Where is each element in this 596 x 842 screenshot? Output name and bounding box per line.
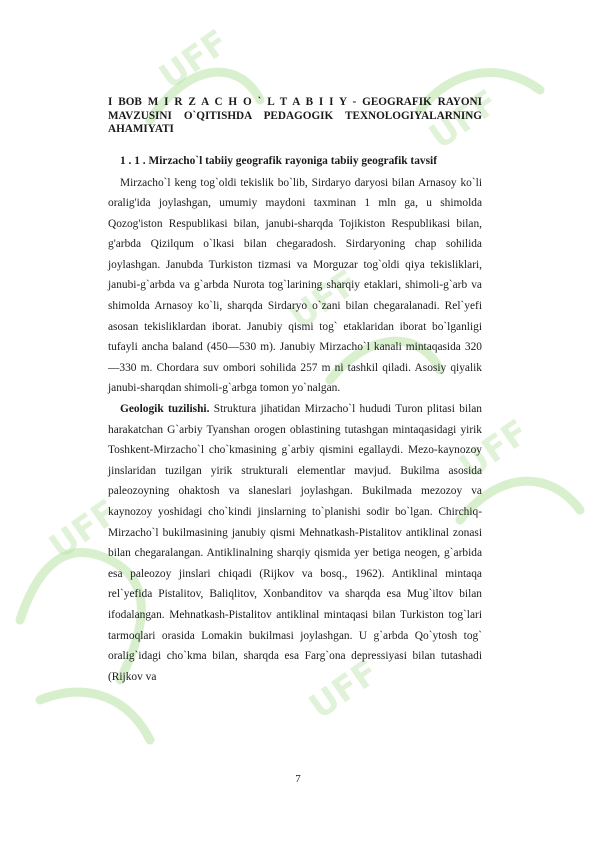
geology-heading: Geologik tuzilishi.	[120, 403, 210, 416]
svg-text:UFF: UFF	[152, 22, 236, 98]
chapter-title: I BOB M I R Z A C H O ` L T A B I I Y - GEOGRAFIK RAYONI MAVZUSINI O`QITISHDA PEDAGOGIK TEXNOLOGIYALARNING AHAMIYATI	[108, 96, 482, 135]
section-title: 1 . 1 . Mirzacho`l tabiiy geografik rayoniga tabiiy geografik tavsif	[120, 154, 438, 167]
page-number: 7	[295, 773, 301, 785]
svg-text:UFF: UFF	[452, 412, 536, 488]
paragraph-geology	[108, 399, 482, 687]
svg-text:UFF: UFF	[302, 652, 386, 728]
svg-text:UFF: UFF	[422, 82, 506, 158]
document-body	[108, 96, 482, 687]
svg-text:UFF: UFF	[282, 262, 366, 338]
geology-text: Struktura jihatidan Mirzacho`l hududi Turon plitasi bilan harakatchan G`arbiy Tyanshan orogen oblastining tutashgan mintaqasidagi yirik Toshkent-Mirzacho`l cho`kmasining g`arbiy qismini egallaydi. Mezo-kaynozoy jinslaridan tuzilgan yirik strukturali elementlar mavjud. Bukilma asosida paleozoyning ohaktosh va slaneslari joylashgan. Bukilmada mezozoy va kaynozoy yoshidagi cho`kindi jinslarning to`planishi sodir bo`lgan. Chirchiq-Mirzacho`l bukilmasining janubiy qismi Mehnatkash-Pistalitov antiklinal zonasi bilan chegaralangan. Antiklinalning sharqiy qismida yer betiga neogen, g`arbida esa paleozoy jinslari chiqadi (Rijkov va bosq., 1962). Antiklinal mintaqa rel`yefida Pistalitov, Baliqlitov, Xonbanditov va sharqda esa Mug`iltov bilan ifodalangan. Mehnatkash-Pistalitov antiklinal mintaqasi bilan Turkiston tog`lari tarmoqlari orasida Lomakin bukilmasi joylashgan. U g`arbda Qo`ytosh tog` oralig`idagi cho`kma bilan, sharqda esa Farg`ona depressiyasi bilan tutashadi (Rijkov va	[108, 403, 482, 683]
svg-text:UFF: UFF	[42, 492, 126, 568]
paragraph-intro: Mirzacho`l keng tog`oldi tekislik bo`lib, Sirdaryo daryosi bilan Arnasoy ko`li oralig'ida joylashgan, umumiy maydoni taxminan 1 mln ga, u shimolda Qozog'iston Respublikasi bilan, janubi-sharqda Tojikiston Respublikasi bilan, g'arbda Qizilqum o`lkasi bilan chegaradosh. Sirdaryoning chap sohilida joylashgan. Janubda Turkiston tizmasi va Morguzar tog`oldi qiya tekisliklari, janubi-g`arbda va g`arbda Nurota tog`larining sharqiy etaklari, shimoli-g`arb va shimolda Arnasoy ko`li, sharqda Sirdaryo o`zani bilan chegaralanadi. Rel`yefi asosan tekisliklardan iborat. Janubiy qismi tog` etaklaridan iborat bo`lganligi tufayli ancha baland (450—530 m). Janubiy Mirzacho`l kanali mintaqasida 320—330 m. Chordara suv ombori sohilida 257 m ni tashkil qiladi. Asosiy qiyalik janubi-sharqdan shimoli-g`arbga tomon yo`nalgan.	[108, 176, 482, 395]
